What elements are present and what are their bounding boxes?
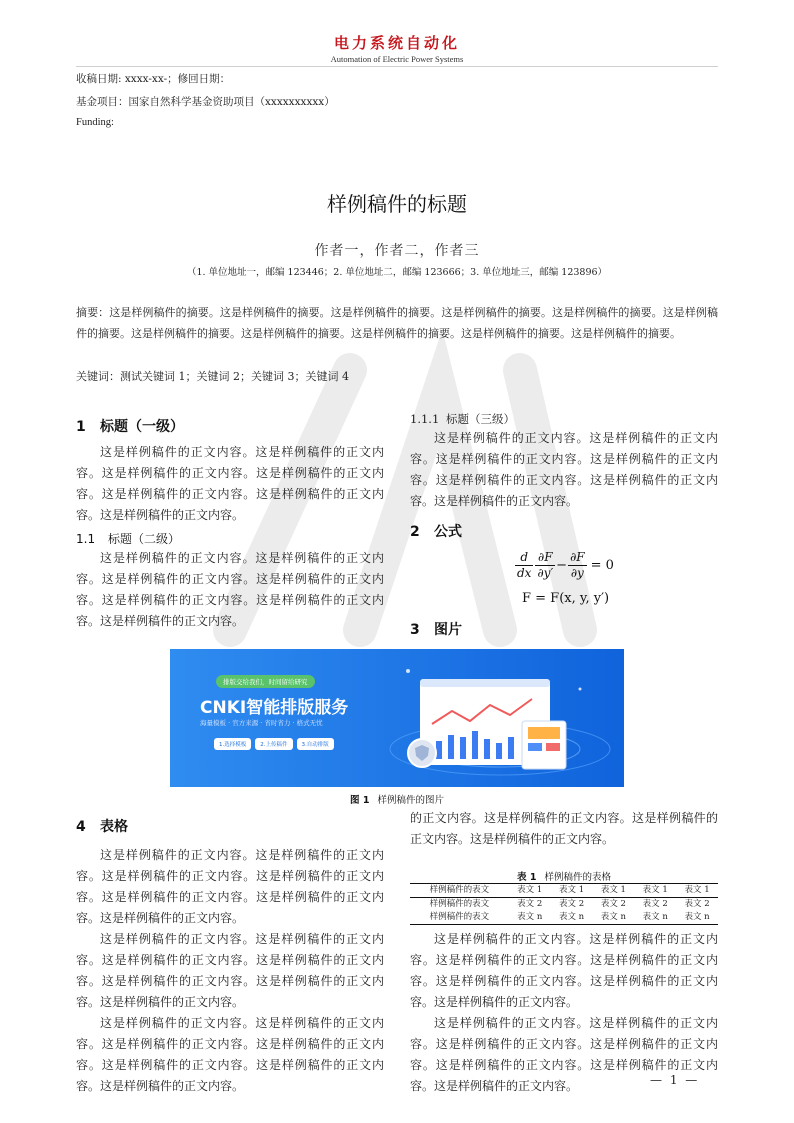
table-cell: 表文 1 — [509, 884, 551, 898]
table-caption — [410, 869, 718, 883]
banner-headline: CNKI智能排版服务 — [200, 698, 349, 718]
banner-bar — [496, 743, 502, 759]
section-1-1-1-heading — [410, 411, 515, 427]
body-paragraph: 这是样例稿件的正文内容。这是样例稿件的正文内容。这是样例稿件的正文内容。这是样例稿件的正文内容。这是样例稿件的正文内容。这是样例稿件的正文内容。这是样例稿件的正文内容。 — [410, 1016, 718, 1093]
section-number: 1 — [76, 419, 86, 435]
fraction: $\frac{\partial F}{\partial y}$ — [570, 550, 585, 580]
section-title: 标题（三级） — [446, 412, 515, 426]
body-paragraph: 这是样例稿件的正文内容。这是样例稿件的正文内容。这是样例稿件的正文内容。这是样例稿件的正文内容。这是样例稿件的正文内容。这是样例稿件的正文内容。这是样例稿件的正文内容。 — [410, 431, 718, 508]
section-title: 图片 — [434, 622, 462, 638]
banner-bar — [508, 737, 514, 759]
banner-bar — [460, 737, 466, 759]
table-cell: 表文 2 — [600, 899, 626, 909]
fund-line: 基金项目：国家自然科学基金资助项目（xxxxxxxxxx） — [76, 96, 335, 108]
banner-step: 2.上传稿件 — [255, 738, 292, 750]
keywords: 关键词：测试关键词 1；关键词 2；关键词 3；关键词 4 — [76, 370, 349, 383]
section-title: 公式 — [434, 524, 462, 540]
table-cell: 表文 2 — [559, 899, 585, 909]
abstract: 摘要：这是样例稿件的摘要。这是样例稿件的摘要。这是样例稿件的摘要。这是样例稿件的摘要。这是样例稿件的摘要。这是样例稿件的摘要。这是样例稿件的摘要。这是样例稿件的摘要。这是样例稿件的摘要。这是样例稿件的摘要。这是样例稿件的摘要。 — [76, 306, 718, 340]
paper-title: 样例稿件的标题 — [327, 192, 467, 216]
body-paragraph: 的正文内容。这是样例稿件的正文内容。这是样例稿件的正文内容。这是样例稿件的正文内容。 — [410, 811, 718, 846]
banner-pill: 排版交给我们，时间留给研究 — [216, 675, 315, 688]
table-row — [410, 884, 718, 898]
section-title: 标题（二级） — [108, 532, 181, 546]
banner-bar — [436, 741, 442, 759]
table-cell: 表文 n — [592, 911, 634, 925]
table-cell: 表文 n — [634, 911, 676, 925]
table-cell: 表文 2 — [517, 899, 543, 909]
fraction: $\frac{d}{dx}$ — [517, 550, 532, 580]
banner-steps — [214, 738, 334, 750]
journal-header — [0, 33, 794, 65]
table-caption-text: 样例稿件的表格 — [544, 872, 611, 883]
table-cell: 表文 2 — [684, 899, 710, 909]
banner-step: 1.选择模板 — [214, 738, 251, 750]
table-cell: 表文 n — [551, 911, 593, 925]
equation-1 — [514, 550, 614, 581]
section-3-heading — [410, 619, 462, 639]
body-paragraph: 这是样例稿件的正文内容。这是样例稿件的正文内容。这是样例稿件的正文内容。这是样例稿件的正文内容。这是样例稿件的正文内容。这是样例稿件的正文内容。这是样例稿件的正文内容。 — [76, 932, 384, 1009]
banner-figure — [170, 649, 624, 787]
table-caption-number: 表 1 — [517, 872, 537, 883]
body-paragraph: 这是样例稿件的正文内容。这是样例稿件的正文内容。这是样例稿件的正文内容。这是样例稿件的正文内容。这是样例稿件的正文内容。这是样例稿件的正文内容。这是样例稿件的正文内容。 — [76, 445, 384, 522]
figure-caption — [170, 792, 624, 806]
fraction: $\frac{\partial F}{\partial y'}$ — [537, 550, 554, 580]
section-title: 表格 — [100, 819, 128, 835]
table-cell: 表文 1 — [592, 884, 634, 898]
section-2-heading — [410, 521, 462, 541]
body-paragraph: 这是样例稿件的正文内容。这是样例稿件的正文内容。这是样例稿件的正文内容。这是样例稿件的正文内容。这是样例稿件的正文内容。这是样例稿件的正文内容。这是样例稿件的正文内容。 — [76, 551, 384, 628]
table-cell: 表文 1 — [676, 884, 718, 898]
banner-bar — [448, 735, 454, 759]
received-dates: 收稿日期: xxxx-xx-；修回日期： — [76, 73, 231, 85]
section-number: 3 — [410, 622, 420, 638]
paper-affiliations: （1. 单位地址一，邮编 123446；2. 单位地址二，邮编 123666；3. 单位地址三，邮编 123896） — [186, 267, 608, 278]
table-cell: 表文 1 — [551, 884, 593, 898]
equation-2: F = F(x, y, y′) — [522, 591, 610, 606]
banner-step: 3.自动排版 — [297, 738, 334, 750]
funding-line: Funding: — [76, 117, 114, 128]
body-paragraph: 这是样例稿件的正文内容。这是样例稿件的正文内容。这是样例稿件的正文内容。这是样例稿件的正文内容。这是样例稿件的正文内容。这是样例稿件的正文内容。这是样例稿件的正文内容。 — [76, 1016, 384, 1093]
journal-name-cn: 电力系统自动化 — [333, 34, 460, 52]
banner-bar — [472, 731, 478, 759]
paper-authors: 作者一，作者二，作者三 — [314, 243, 480, 259]
table-cell: 表文 n — [676, 911, 718, 925]
figure-caption-number: 图 1 — [350, 795, 370, 806]
minus-sign: − — [556, 558, 568, 573]
banner-subtitle: 海量模板 · 官方来源 · 省时省力 · 格式无忧 — [200, 719, 323, 727]
section-title: 标题（一级） — [100, 419, 184, 435]
banner-bar — [484, 739, 490, 759]
journal-name-en: Automation of Electric Power Systems — [330, 54, 464, 64]
page-number: — 1 — — [650, 1073, 700, 1087]
table-cell: 表文 1 — [634, 884, 676, 898]
figure-caption-text: 样例稿件的图片 — [377, 795, 444, 806]
table-cell: 样例稿件的表文 — [410, 911, 509, 925]
header-rule — [76, 66, 718, 67]
data-table — [410, 883, 718, 925]
section-number: 1.1.1 — [410, 412, 440, 426]
section-number: 4 — [76, 819, 86, 835]
section-number: 2 — [410, 524, 420, 540]
table-cell: 表文 2 — [642, 899, 668, 909]
section-number: 1.1 — [76, 532, 96, 546]
body-paragraph: 这是样例稿件的正文内容。这是样例稿件的正文内容。这是样例稿件的正文内容。这是样例稿件的正文内容。这是样例稿件的正文内容。这是样例稿件的正文内容。这是样例稿件的正文内容。 — [410, 932, 718, 1009]
table-cell: 表文 n — [509, 911, 551, 925]
equals-zero: = 0 — [590, 558, 614, 573]
section-1-1-heading — [76, 530, 180, 547]
table-row — [410, 911, 718, 925]
section-4-heading — [76, 816, 128, 836]
table-cell: 样例稿件的表文 — [429, 899, 490, 909]
section-1-heading — [76, 416, 184, 436]
table-cell: 样例稿件的表文 — [410, 884, 509, 898]
table-row — [410, 898, 718, 912]
body-paragraph: 这是样例稿件的正文内容。这是样例稿件的正文内容。这是样例稿件的正文内容。这是样例稿件的正文内容。这是样例稿件的正文内容。这是样例稿件的正文内容。这是样例稿件的正文内容。 — [76, 848, 384, 925]
